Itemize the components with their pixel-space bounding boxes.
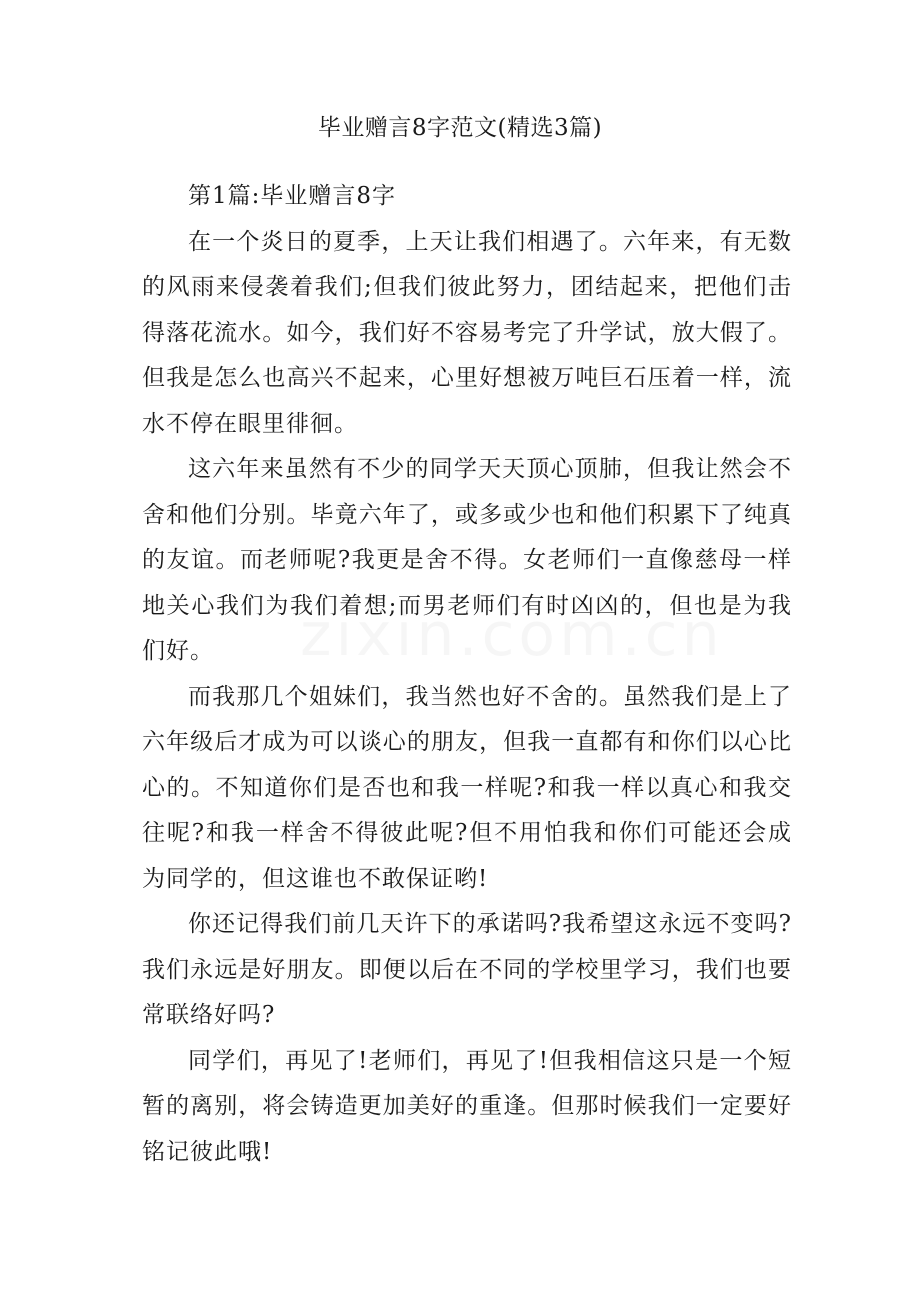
paragraph: 而我那几个姐妹们，我当然也好不舍的。虽然我们是上了六年级后才成为可以谈心的朋友，但我一直都有和你们以心比心的。不知道你们是否也和我一样呢?和我一样以真心和我交往呢?和我一样舍不得彼此呢?但不用怕我和你们可能还会成为同学的，但这谁也不敢保证哟!: [142, 683, 792, 892]
document-title: 毕业赠言8字范文(精选3篇): [317, 115, 603, 141]
document-body: [142, 174, 792, 1175]
section-heading: 第1篇:毕业赠言8字: [188, 183, 397, 209]
paragraph: 这六年来虽然有不少的同学天天顶心顶肺，但我让然会不舍和他们分别。毕竟六年了，或多或少也和他们积累下了纯真的友谊。而老师呢?我更是舍不得。女老师们一直像慈母一样地关心我们为我们着想;而男老师们有时凶凶的，但也是为我们好。: [142, 456, 792, 664]
paragraph: 在一个炎日的夏季，上天让我们相遇了。六年来，有无数的风雨来侵袭着我们;但我们彼此努力，团结起来，把他们击得落花流水。如今，我们好不容易考完了升学试，放大假了。但我是怎么也高兴不起来，心里好想被万吨巨石压着一样，流水不停在眼里徘徊。: [142, 228, 792, 437]
paragraph: 你还记得我们前几天许下的承诺吗?我希望这永远不变吗?我们永远是好朋友。即便以后在不同的学校里学习，我们也要常联络好吗?: [142, 911, 792, 1028]
paragraph: 同学们，再见了!老师们，再见了!但我相信这只是一个短暂的离别，将会铸造更加美好的重逢。但那时候我们一定要好铭记彼此哦!: [142, 1047, 792, 1165]
